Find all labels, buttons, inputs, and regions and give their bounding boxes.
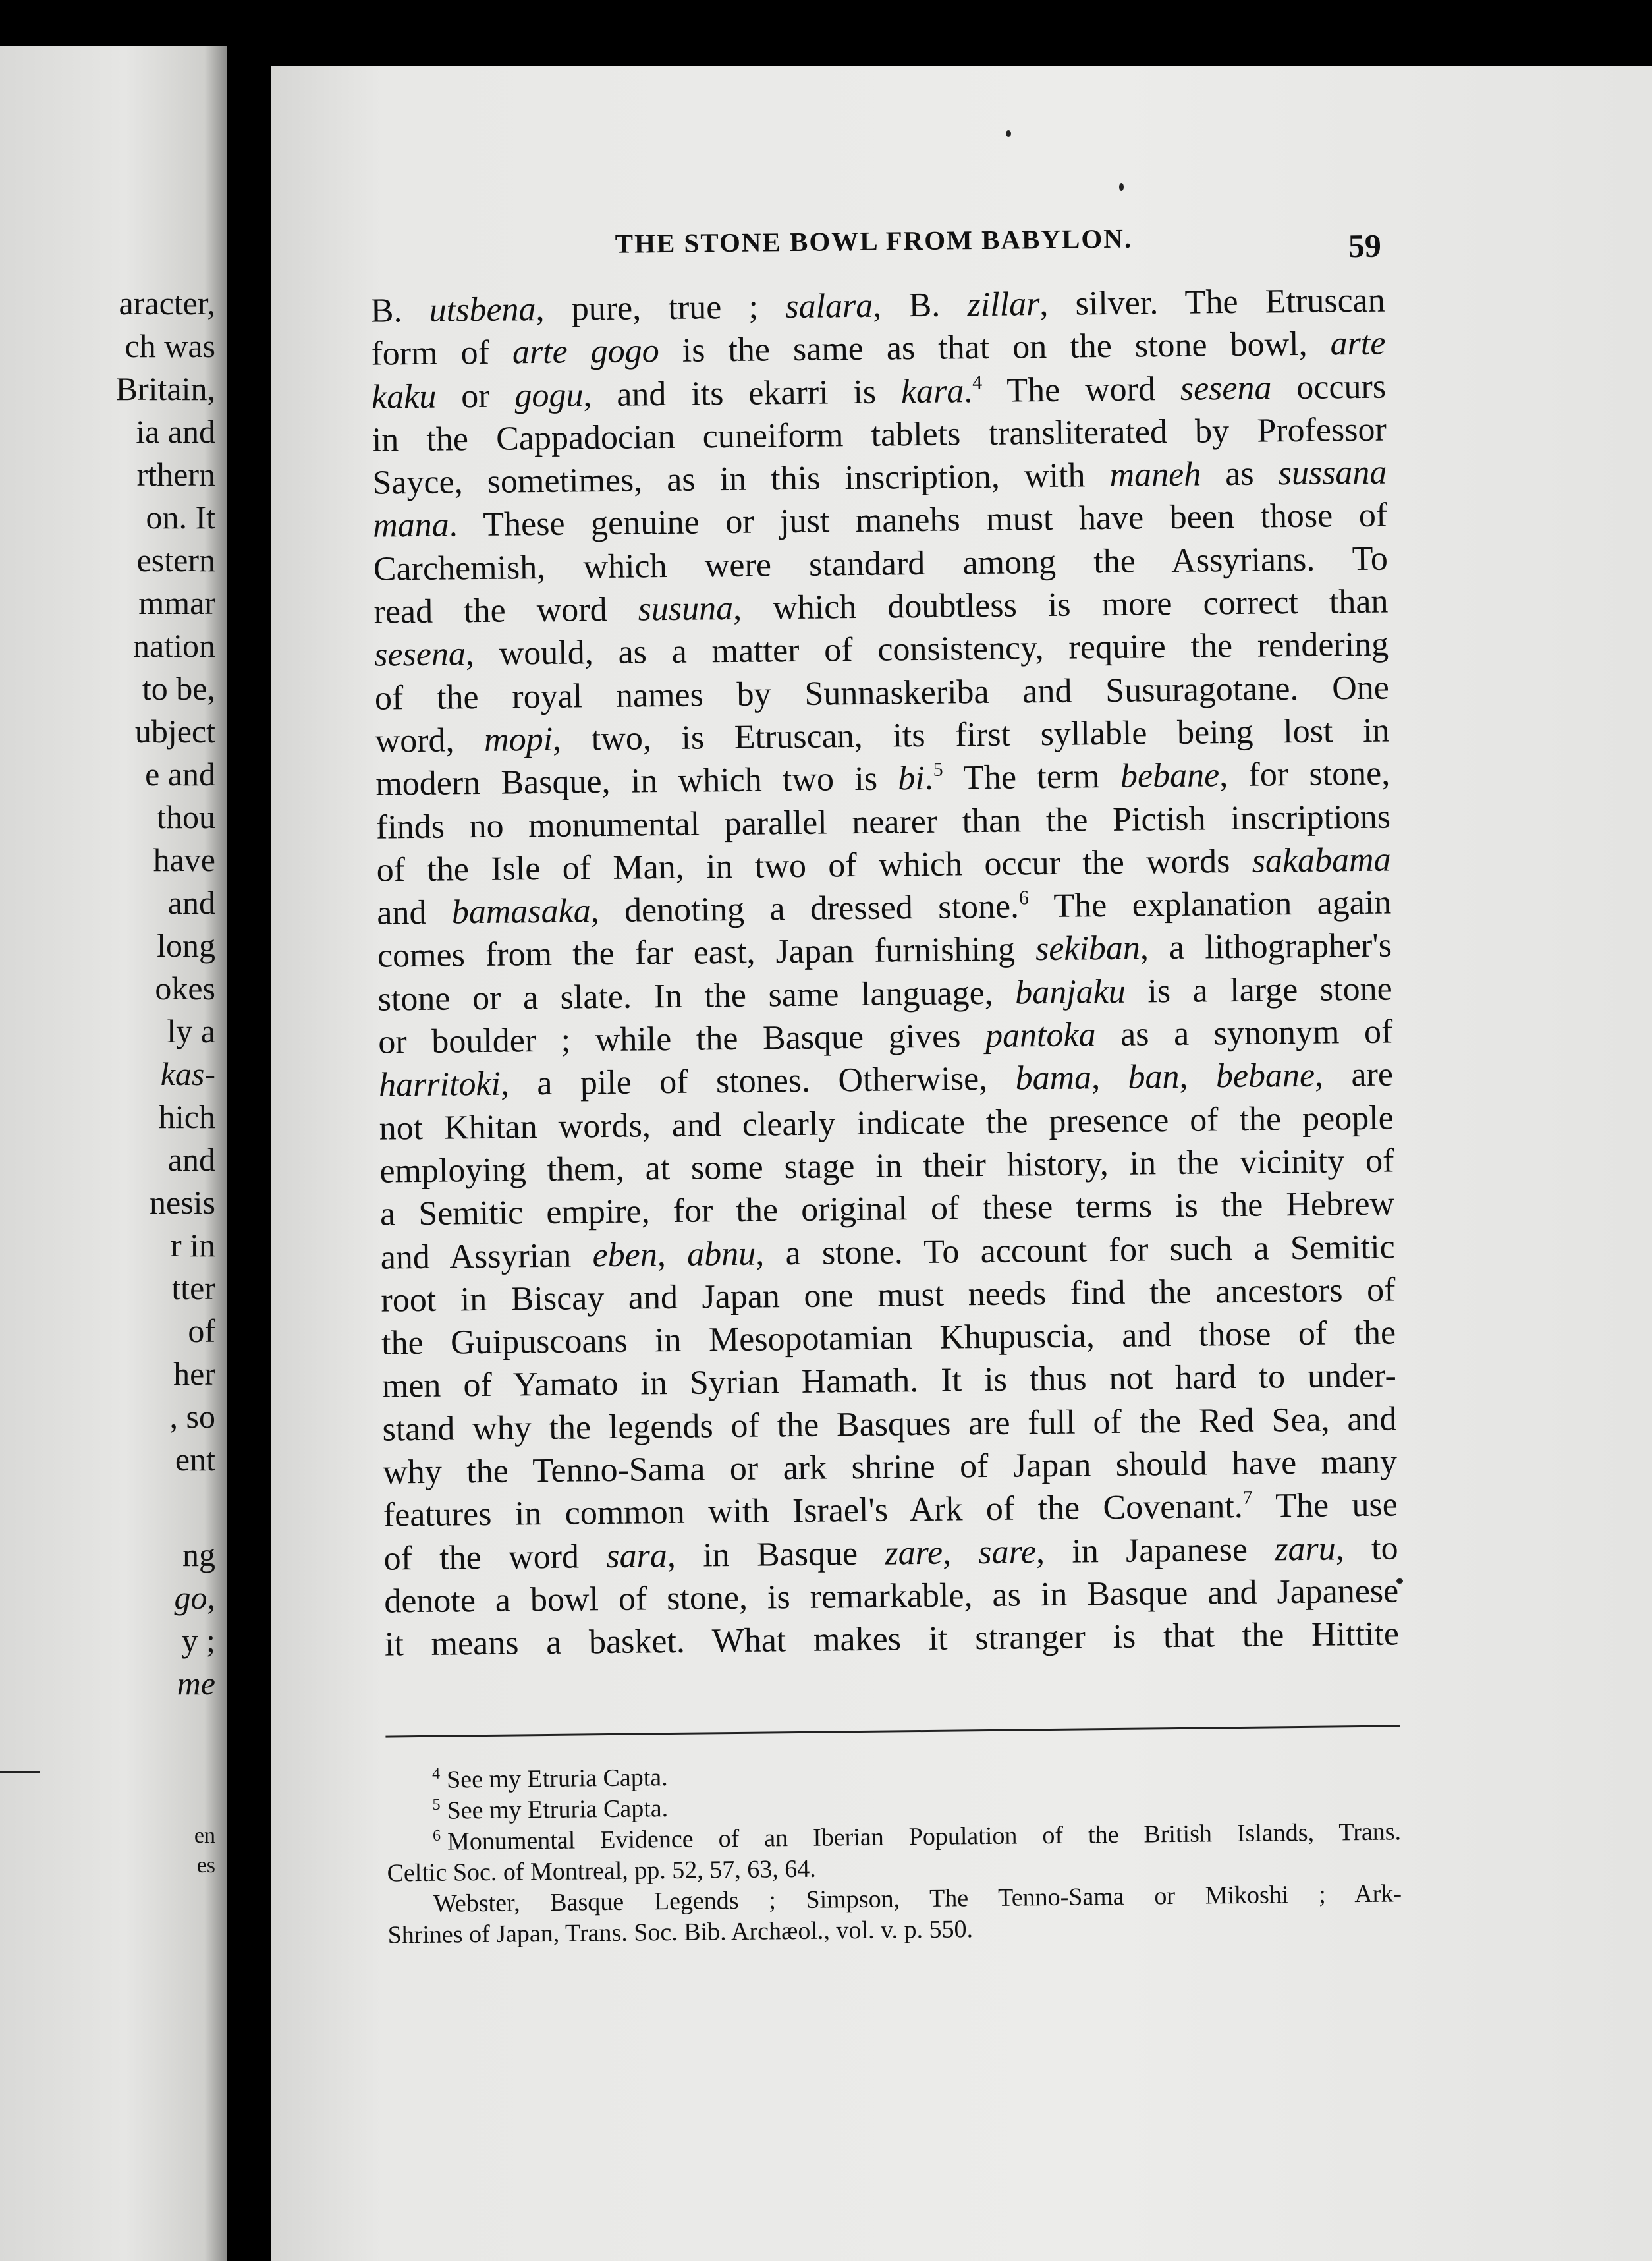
text-run: . These genuine or just manehs must have been those of	[449, 497, 1388, 544]
italic-term: kaku	[371, 377, 437, 416]
italic-term: harritoki	[378, 1065, 501, 1104]
italic-term: salara	[785, 287, 873, 326]
left-page-fragment: to be,	[142, 670, 215, 707]
left-footnote-rule	[0, 1771, 40, 1773]
text-run: as	[1200, 455, 1279, 493]
left-page-fragment: y ;	[181, 1622, 215, 1659]
text-run: is a large stone	[1125, 970, 1392, 1011]
text-run: denote a bowl of stone, is remarkable, as in Basque and Japanese	[383, 1572, 1399, 1621]
footnote-text: Shrines of Japan, Trans. Soc. Bib. Archæol., vol. v. p. 550.	[387, 1915, 974, 1949]
text-run: or	[435, 376, 515, 416]
text-run: of the royal names by Sunnaskeriba and Susuragotane. One	[374, 669, 1390, 717]
italic-term: eben	[592, 1235, 658, 1274]
italic-term: mana	[372, 506, 450, 545]
left-page-fragment: nesis	[150, 1184, 215, 1221]
text-run: form of	[371, 333, 513, 373]
text-run: in the Cappadocian cuneiform tablets transliterated by Professor	[372, 410, 1387, 459]
left-page-fragment: ly a	[167, 1013, 215, 1049]
text-run: , a pile of stones. Otherwise,	[500, 1059, 1016, 1103]
left-page-fragment: r in	[170, 1227, 215, 1264]
footnote-text: Celtic Soc. of Montreal, pp. 52, 57, 63, 64.	[387, 1855, 816, 1887]
text-run: word,	[375, 721, 485, 760]
left-page-fragment: en	[194, 1824, 215, 1848]
text-run: The use	[1252, 1486, 1398, 1526]
italic-term: arte	[1330, 324, 1386, 363]
footnote-reference: 6	[1018, 887, 1030, 909]
left-page-fragment: her	[173, 1355, 215, 1392]
left-page-fragment: and	[167, 1141, 215, 1178]
text-run: , which doubtless is more correct than	[732, 582, 1389, 628]
left-page-fragment: ng	[182, 1536, 215, 1573]
italic-term: utsbena	[429, 291, 536, 329]
text-run: as a synonym of	[1095, 1013, 1393, 1054]
text-run: of the word	[383, 1537, 607, 1578]
text-run: stand why the legends of the Basques are full of the Red Sea, and	[382, 1400, 1397, 1449]
text-run: and	[377, 893, 453, 932]
italic-term: arte gogo	[512, 332, 659, 372]
text-run: Carchemish, which were standard among the Assyrians. To	[373, 540, 1389, 588]
text-run: read the word	[373, 590, 638, 631]
left-page-fragment: okes	[155, 970, 215, 1007]
left-page-fragment: thou	[157, 798, 215, 835]
left-page-fragment: es	[196, 1853, 215, 1878]
left-page-fragment: rthern	[136, 456, 215, 493]
text-run: or boulder ; while the Basque gives	[378, 1017, 986, 1061]
italic-term: gogu	[514, 376, 584, 414]
text-run: ,	[657, 1235, 688, 1273]
text-run: The word	[982, 370, 1181, 410]
footnote-mark: 4	[431, 1765, 441, 1783]
text-run: , two, is Etruscan, its first syllable being lost in	[552, 712, 1390, 758]
text-run: comes from the far east, Japan furnishing	[377, 930, 1036, 976]
text-run: , would, as a matter of consistency, require the rendering	[465, 625, 1389, 673]
text-run: why the Tenno-Sama or ark shrine of Japan should have many	[382, 1443, 1398, 1492]
text-run: is the same as that on the stone bowl,	[659, 325, 1331, 370]
text-run: , silver. The Etruscan	[1039, 281, 1385, 323]
text-run: , are	[1314, 1055, 1394, 1095]
text-run: employing them, at some stage in their history, in the vicinity of	[379, 1142, 1394, 1190]
left-page-fragment: e and	[145, 756, 215, 793]
text-run: , denoting a dressed stone.	[590, 887, 1020, 930]
text-run: stone or a slate. In the same language,	[377, 974, 1016, 1019]
right-page	[271, 66, 1652, 2261]
left-page-fragment: mmar	[138, 584, 215, 621]
footnote-text: See my Etruria Capta.	[446, 1764, 668, 1794]
footnote-mark: 6	[432, 1827, 441, 1845]
text-run: , for stone,	[1219, 754, 1390, 795]
text-run: , B.	[872, 286, 968, 325]
footnote-reference: 5	[933, 758, 943, 781]
italic-term: ban	[1128, 1058, 1180, 1097]
left-page-fragment: ch was	[124, 327, 215, 364]
italic-term: sesena	[373, 635, 466, 675]
italic-term: bebane	[1120, 756, 1220, 796]
text-run: men of Yamato in Syrian Hamath. It is thus not hard to under-	[381, 1356, 1397, 1406]
left-page-fragment: aracter,	[119, 285, 215, 321]
text-run: The explanation again	[1028, 883, 1392, 926]
text-run: the Guipuscoans in Mesopotamian Khupuscia, and those of the	[381, 1314, 1396, 1362]
body-text	[370, 279, 1399, 1667]
text-run: Sayce, sometimes, as in this inscription, with	[372, 457, 1110, 502]
text-run: features in common with Israel's Ark of the Covenant.	[383, 1488, 1244, 1534]
left-page-fragment: nation	[133, 627, 215, 664]
left-page-fragment: Britain,	[115, 370, 215, 407]
text-run: , to	[1335, 1529, 1398, 1568]
italic-term: susuna	[638, 590, 734, 628]
text-run: root in Biscay and Japan one must needs find the ancestors of	[381, 1271, 1396, 1320]
text-run: , a lithographer's	[1140, 926, 1392, 967]
left-page-fragment: on. It	[146, 499, 215, 536]
italic-term: banjaku	[1014, 972, 1126, 1012]
italic-term: bi	[898, 760, 925, 798]
text-run: of the Isle of Man, in two of which occur the words	[376, 842, 1252, 889]
italic-term: maneh	[1109, 455, 1201, 495]
text-run: , and its ekarri is	[583, 372, 902, 414]
left-page-edge	[0, 46, 227, 2261]
italic-term: zaru	[1274, 1530, 1336, 1569]
left-page-fragment: ia and	[136, 413, 215, 450]
footnote-text: Webster, Basque Legends ; Simpson, The Tenno-Sama or Mikoshi ; Ark-	[433, 1880, 1402, 1918]
text-run: a Semitic empire, for the original of these terms is the Hebrew	[379, 1185, 1395, 1233]
italic-term: pantoka	[985, 1016, 1096, 1055]
text-run: The term	[943, 758, 1121, 797]
footnote-text: Monumental Evidence of an Iberian Population of the British Islands, Trans.	[447, 1818, 1402, 1856]
text-run: not Khitan words, and clearly indicate the presence of the people	[379, 1099, 1394, 1148]
left-page-fragment: me	[177, 1665, 215, 1702]
italic-term: zillar	[967, 285, 1040, 324]
left-page-fragment: have	[153, 841, 215, 878]
italic-term: mopi	[483, 720, 553, 759]
left-page-fragment: estern	[136, 542, 215, 578]
running-head: THE STONE BOWL FROM BABYLON.	[615, 223, 1133, 259]
text-run: modern Basque, in which two is	[375, 760, 898, 803]
italic-term: bama	[1015, 1059, 1092, 1098]
italic-term: abnu	[686, 1235, 756, 1273]
left-page-fragment: ubject	[134, 713, 215, 750]
text-run: finds no monumental parallel nearer than the Pictish inscriptions	[375, 798, 1391, 847]
left-page-fragment: ent	[175, 1441, 215, 1478]
italic-term: sakabama	[1252, 841, 1391, 880]
text-run: , in Basque	[667, 1534, 885, 1575]
text-run: , pure, true ;	[536, 288, 786, 329]
text-run: ,	[942, 1533, 979, 1572]
italic-term: bebane	[1215, 1057, 1315, 1096]
left-page-fragment: of	[188, 1312, 215, 1349]
italic-term: kara	[900, 372, 964, 410]
footnote-rule	[385, 1725, 1400, 1737]
footnote-mark: 5	[432, 1796, 441, 1814]
text-run: .	[964, 372, 973, 410]
text-run: occurs	[1271, 368, 1387, 406]
text-run: ,	[1091, 1059, 1128, 1097]
text-run: it means a basket. What makes it stranger is that the Hittite	[384, 1615, 1400, 1663]
text-run: .	[924, 760, 934, 798]
text-run: , a stone. To account for such a Semitic	[755, 1228, 1396, 1273]
footnotes	[386, 1754, 1402, 1951]
left-page-fragment: hich	[158, 1098, 215, 1135]
italic-term: sekiban	[1035, 929, 1141, 968]
footnote-text: See my Etruria Capta.	[447, 1795, 669, 1825]
left-page-fragment: go,	[174, 1579, 215, 1616]
italic-term: bamasaka	[451, 892, 591, 932]
text-run: B.	[370, 291, 430, 330]
italic-term: sesena	[1180, 368, 1272, 408]
left-page-fragment: kas-	[160, 1055, 215, 1092]
left-page-fragment: long	[157, 927, 215, 964]
italic-term: zare	[885, 1534, 943, 1573]
footnote-reference: 4	[972, 371, 983, 393]
italic-term: sare	[978, 1532, 1037, 1571]
italic-term: sara	[606, 1536, 668, 1575]
left-page-fragment: , so	[169, 1398, 215, 1435]
italic-term: sussana	[1278, 453, 1387, 493]
left-page-fragment: tter	[171, 1270, 215, 1306]
footnote-reference: 7	[1242, 1487, 1253, 1509]
text-run: ,	[1179, 1057, 1217, 1096]
text-run: , in Japanese	[1035, 1530, 1275, 1571]
text-run: and Assyrian	[380, 1236, 593, 1277]
left-page-fragment: and	[167, 884, 215, 921]
page-number: 59	[1348, 227, 1382, 265]
page-content	[269, 55, 1403, 2044]
